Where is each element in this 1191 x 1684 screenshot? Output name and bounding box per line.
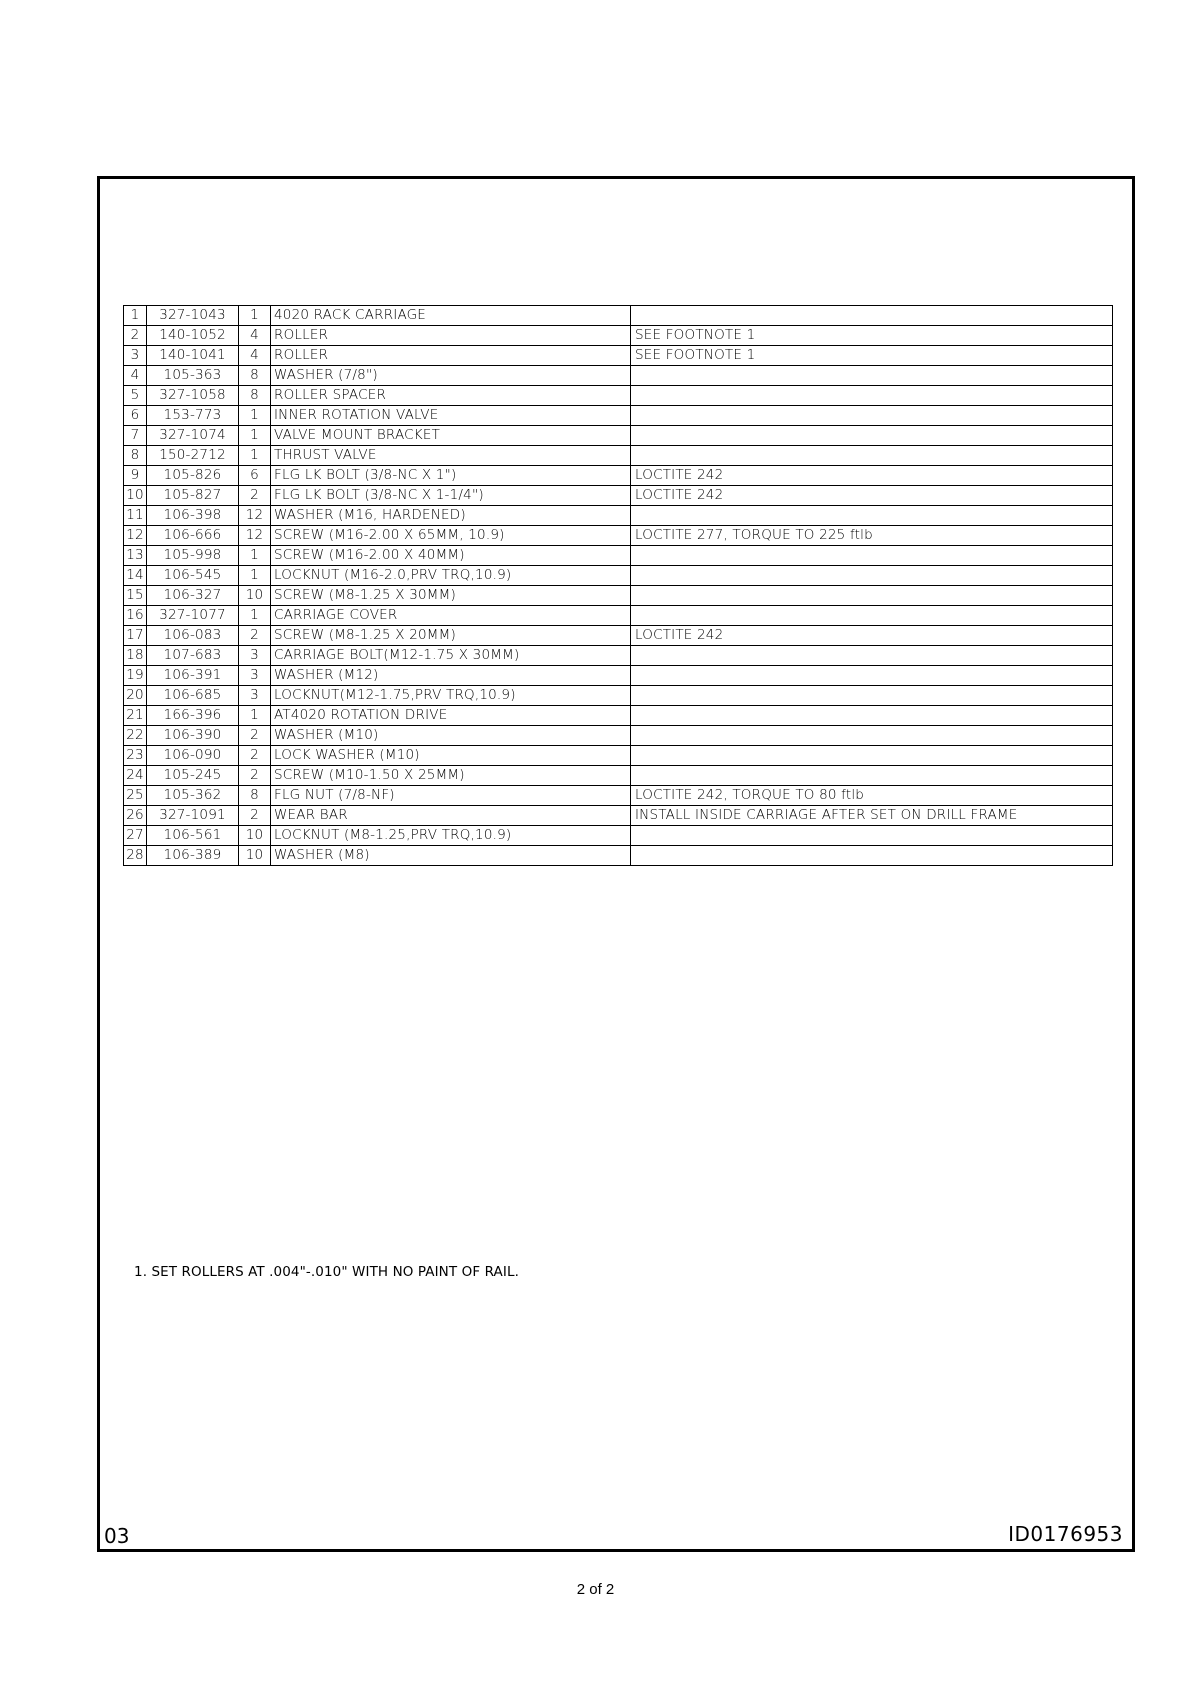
note-cell: LOCTITE 242, TORQUE TO 80 ftlb — [631, 786, 1113, 806]
quantity-cell: 1 — [239, 706, 271, 726]
table-row — [124, 826, 1113, 846]
note-cell — [631, 646, 1113, 666]
item-number-cell: 23 — [124, 746, 147, 766]
item-number-cell: 20 — [124, 686, 147, 706]
description-cell: ROLLER SPACER — [271, 386, 631, 406]
quantity-cell: 2 — [239, 746, 271, 766]
quantity-cell: 1 — [239, 426, 271, 446]
table-row — [124, 406, 1113, 426]
table-row — [124, 386, 1113, 406]
item-number-cell: 28 — [124, 846, 147, 866]
item-number-cell: 12 — [124, 526, 147, 546]
note-cell: SEE FOOTNOTE 1 — [631, 346, 1113, 366]
description-cell: LOCKNUT (M8-1.25,PRV TRQ,10.9) — [271, 826, 631, 846]
quantity-cell: 10 — [239, 826, 271, 846]
description-cell: FLG NUT (7/8-NF) — [271, 786, 631, 806]
quantity-cell: 2 — [239, 626, 271, 646]
item-number-cell: 17 — [124, 626, 147, 646]
quantity-cell: 2 — [239, 726, 271, 746]
item-number-cell: 1 — [124, 306, 147, 326]
item-number-cell: 6 — [124, 406, 147, 426]
table-row — [124, 366, 1113, 386]
note-cell — [631, 566, 1113, 586]
table-row — [124, 606, 1113, 626]
description-cell: THRUST VALVE — [271, 446, 631, 466]
table-row — [124, 446, 1113, 466]
item-number-cell: 3 — [124, 346, 147, 366]
table-row — [124, 746, 1113, 766]
description-cell: WASHER (M16, HARDENED) — [271, 506, 631, 526]
description-cell: 4020 RACK CARRIAGE — [271, 306, 631, 326]
quantity-cell: 4 — [239, 326, 271, 346]
description-cell: FLG LK BOLT (3/8-NC X 1") — [271, 466, 631, 486]
table-row — [124, 346, 1113, 366]
note-cell — [631, 826, 1113, 846]
item-number-cell: 13 — [124, 546, 147, 566]
note-cell — [631, 766, 1113, 786]
quantity-cell: 1 — [239, 306, 271, 326]
description-cell: WEAR BAR — [271, 806, 631, 826]
note-cell — [631, 426, 1113, 446]
note-cell — [631, 386, 1113, 406]
part-number-cell: 106-083 — [147, 626, 239, 646]
note-cell: LOCTITE 242 — [631, 626, 1113, 646]
note-cell — [631, 746, 1113, 766]
item-number-cell: 14 — [124, 566, 147, 586]
quantity-cell: 1 — [239, 566, 271, 586]
quantity-cell: 1 — [239, 606, 271, 626]
part-number-cell: 327-1058 — [147, 386, 239, 406]
table-row — [124, 786, 1113, 806]
item-number-cell: 18 — [124, 646, 147, 666]
part-number-cell: 106-389 — [147, 846, 239, 866]
part-number-cell: 140-1041 — [147, 346, 239, 366]
note-cell — [631, 586, 1113, 606]
description-cell: LOCKNUT (M16-2.0,PRV TRQ,10.9) — [271, 566, 631, 586]
quantity-cell: 1 — [239, 406, 271, 426]
note-cell — [631, 406, 1113, 426]
note-cell — [631, 606, 1113, 626]
part-number-cell: 105-827 — [147, 486, 239, 506]
item-number-cell: 19 — [124, 666, 147, 686]
description-cell: SCREW (M8-1.25 X 20MM) — [271, 626, 631, 646]
table-row — [124, 646, 1113, 666]
quantity-cell: 8 — [239, 786, 271, 806]
description-cell: CARRIAGE COVER — [271, 606, 631, 626]
quantity-cell: 8 — [239, 366, 271, 386]
part-number-cell: 105-998 — [147, 546, 239, 566]
note-cell — [631, 846, 1113, 866]
item-number-cell: 21 — [124, 706, 147, 726]
note-cell: LOCTITE 242 — [631, 466, 1113, 486]
description-cell: ROLLER — [271, 346, 631, 366]
description-cell: AT4020 ROTATION DRIVE — [271, 706, 631, 726]
note-cell — [631, 666, 1113, 686]
table-row — [124, 806, 1113, 826]
quantity-cell: 2 — [239, 806, 271, 826]
description-cell: CARRIAGE BOLT(M12-1.75 X 30MM) — [271, 646, 631, 666]
part-number-cell: 327-1091 — [147, 806, 239, 826]
part-number-cell: 106-398 — [147, 506, 239, 526]
item-number-cell: 26 — [124, 806, 147, 826]
part-number-cell: 105-363 — [147, 366, 239, 386]
description-cell: ROLLER — [271, 326, 631, 346]
table-row — [124, 706, 1113, 726]
item-number-cell: 8 — [124, 446, 147, 466]
item-number-cell: 10 — [124, 486, 147, 506]
note-cell — [631, 726, 1113, 746]
item-number-cell: 4 — [124, 366, 147, 386]
item-number-cell: 5 — [124, 386, 147, 406]
quantity-cell: 3 — [239, 666, 271, 686]
table-row — [124, 546, 1113, 566]
quantity-cell: 6 — [239, 466, 271, 486]
table-row — [124, 626, 1113, 646]
note-cell — [631, 546, 1113, 566]
description-cell: FLG LK BOLT (3/8-NC X 1-1/4") — [271, 486, 631, 506]
page-number: 2 of 2 — [576, 1581, 615, 1598]
part-number-cell: 106-090 — [147, 746, 239, 766]
quantity-cell: 1 — [239, 446, 271, 466]
note-cell: INSTALL INSIDE CARRIAGE AFTER SET ON DRILL FRAME — [631, 806, 1113, 826]
part-number-cell: 327-1043 — [147, 306, 239, 326]
item-number-cell: 7 — [124, 426, 147, 446]
part-number-cell: 106-561 — [147, 826, 239, 846]
part-number-cell: 166-396 — [147, 706, 239, 726]
part-number-cell: 106-327 — [147, 586, 239, 606]
parts-list-body — [124, 306, 1113, 866]
table-row — [124, 466, 1113, 486]
description-cell: INNER ROTATION VALVE — [271, 406, 631, 426]
note-cell — [631, 686, 1113, 706]
part-number-cell: 327-1077 — [147, 606, 239, 626]
quantity-cell: 4 — [239, 346, 271, 366]
table-row — [124, 306, 1113, 326]
note-cell — [631, 306, 1113, 326]
quantity-cell: 8 — [239, 386, 271, 406]
table-row — [124, 486, 1113, 506]
part-number-cell: 153-773 — [147, 406, 239, 426]
description-cell: WASHER (M10) — [271, 726, 631, 746]
part-number-cell: 140-1052 — [147, 326, 239, 346]
part-number-cell: 106-390 — [147, 726, 239, 746]
quantity-cell: 3 — [239, 686, 271, 706]
quantity-cell: 10 — [239, 586, 271, 606]
description-cell: WASHER (7/8") — [271, 366, 631, 386]
item-number-cell: 22 — [124, 726, 147, 746]
table-row — [124, 566, 1113, 586]
part-number-cell: 106-391 — [147, 666, 239, 686]
description-cell: WASHER (M8) — [271, 846, 631, 866]
description-cell: SCREW (M8-1.25 X 30MM) — [271, 586, 631, 606]
part-number-cell: 106-545 — [147, 566, 239, 586]
description-cell: LOCK WASHER (M10) — [271, 746, 631, 766]
table-row — [124, 426, 1113, 446]
footnote: 1. SET ROLLERS AT .004"-.010" WITH NO PAINT OF RAIL. — [134, 1264, 519, 1280]
item-number-cell: 27 — [124, 826, 147, 846]
item-number-cell: 25 — [124, 786, 147, 806]
quantity-cell: 2 — [239, 486, 271, 506]
description-cell: SCREW (M16-2.00 X 40MM) — [271, 546, 631, 566]
part-number-cell: 105-245 — [147, 766, 239, 786]
quantity-cell: 1 — [239, 546, 271, 566]
table-row — [124, 506, 1113, 526]
quantity-cell: 3 — [239, 646, 271, 666]
quantity-cell: 2 — [239, 766, 271, 786]
description-cell: SCREW (M10-1.50 X 25MM) — [271, 766, 631, 786]
part-number-cell: 106-666 — [147, 526, 239, 546]
note-cell — [631, 366, 1113, 386]
description-cell: SCREW (M16-2.00 X 65MM, 10.9) — [271, 526, 631, 546]
item-number-cell: 2 — [124, 326, 147, 346]
quantity-cell: 12 — [239, 526, 271, 546]
note-cell — [631, 506, 1113, 526]
part-number-cell: 105-362 — [147, 786, 239, 806]
item-number-cell: 24 — [124, 766, 147, 786]
part-number-cell: 327-1074 — [147, 426, 239, 446]
document-id: ID0176953 — [1008, 1522, 1123, 1546]
table-row — [124, 686, 1113, 706]
part-number-cell: 105-826 — [147, 466, 239, 486]
description-cell: VALVE MOUNT BRACKET — [271, 426, 631, 446]
table-row — [124, 846, 1113, 866]
item-number-cell: 16 — [124, 606, 147, 626]
part-number-cell: 107-683 — [147, 646, 239, 666]
item-number-cell: 9 — [124, 466, 147, 486]
description-cell: LOCKNUT(M12-1.75,PRV TRQ,10.9) — [271, 686, 631, 706]
part-number-cell: 150-2712 — [147, 446, 239, 466]
revision-label: 03 — [104, 1524, 130, 1548]
description-cell: WASHER (M12) — [271, 666, 631, 686]
part-number-cell: 106-685 — [147, 686, 239, 706]
table-row — [124, 326, 1113, 346]
table-row — [124, 586, 1113, 606]
parts-list-table — [123, 305, 1113, 866]
table-row — [124, 766, 1113, 786]
item-number-cell: 11 — [124, 506, 147, 526]
table-row — [124, 726, 1113, 746]
quantity-cell: 12 — [239, 506, 271, 526]
table-row — [124, 666, 1113, 686]
item-number-cell: 15 — [124, 586, 147, 606]
table-row — [124, 526, 1113, 546]
note-cell: LOCTITE 277, TORQUE TO 225 ftlb — [631, 526, 1113, 546]
note-cell — [631, 706, 1113, 726]
note-cell: SEE FOOTNOTE 1 — [631, 326, 1113, 346]
note-cell — [631, 446, 1113, 466]
note-cell: LOCTITE 242 — [631, 486, 1113, 506]
quantity-cell: 10 — [239, 846, 271, 866]
